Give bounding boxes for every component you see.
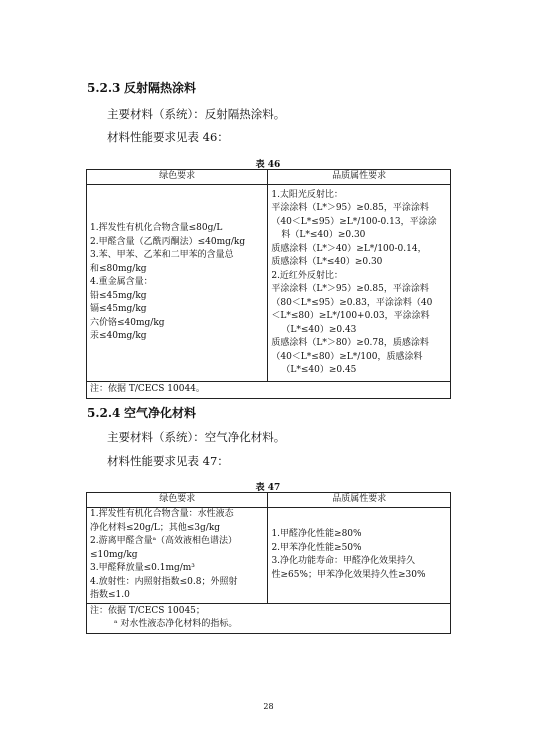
table-note bbox=[87, 603, 451, 633]
quality-line: （L*≤40）≥0.45 bbox=[281, 365, 357, 375]
green-line: 3.苯、甲苯、乙苯和二甲苯的含量总 bbox=[90, 250, 234, 261]
green-line: 净化材料≤20g/L；其他≤3g/kg bbox=[90, 522, 221, 533]
quality-line: 1.太阳光反射比： bbox=[271, 189, 343, 200]
green-line: ≤10mg/kg bbox=[90, 549, 138, 560]
green-line: 镉≤45mg/kg bbox=[90, 304, 147, 315]
column-header-quality: 品质属性要求 bbox=[268, 493, 451, 508]
quality-line: 料（L*≤40）≥0.30 bbox=[281, 230, 366, 240]
note-line: 注：依据 T/CECS 10045； bbox=[90, 605, 205, 616]
section-number: 5.2.4 bbox=[87, 406, 121, 420]
quality-line: （80＜L*≤95）≥0.83，平涂涂料（40 bbox=[271, 297, 433, 308]
table-note: 注：依据 T/CECS 10044。 bbox=[87, 382, 451, 399]
column-header-green: 绿色要求 bbox=[87, 493, 268, 508]
section-title: 空气净化材料 bbox=[124, 406, 197, 420]
section-number: 5.2.3 bbox=[87, 81, 121, 95]
requirement-reference-paragraph: 材料性能要求见表 46： bbox=[107, 130, 229, 144]
green-line: 3.甲醛释放量≤0.1mg/m³ bbox=[90, 563, 195, 573]
section-heading-5-2-4 bbox=[87, 404, 196, 421]
quality-line: 质感涂料（L*＞80）≥0.78，质感涂料 bbox=[271, 338, 429, 348]
main-material-paragraph: 主要材料（系统）：空气净化材料。 bbox=[107, 430, 286, 444]
quality-line: 平涂涂料（L*＞95）≥0.85，平涂涂料 bbox=[271, 203, 429, 213]
requirement-reference-paragraph: 材料性能要求见表 47： bbox=[107, 454, 229, 468]
column-header-quality: 品质属性要求 bbox=[268, 170, 451, 185]
quality-line: 2.近红外反射比： bbox=[271, 270, 343, 281]
quality-line: 1.甲醛净化性能≥80% bbox=[271, 529, 362, 540]
quality-requirements-cell bbox=[268, 508, 451, 604]
green-line: 汞≤40mg/kg bbox=[90, 331, 147, 342]
green-line: 铅≤45mg/kg bbox=[90, 290, 147, 301]
quality-line: 平涂涂料（L*＞95）≥0.85，平涂涂料 bbox=[271, 284, 429, 294]
table-46 bbox=[86, 169, 451, 399]
table-caption-47: 表 47 bbox=[255, 483, 281, 493]
section-heading-5-2-3 bbox=[87, 79, 196, 96]
green-line: 1.挥发性有机化合物含量≤80g/L bbox=[90, 223, 223, 234]
green-line: 六价铬≤40mg/kg bbox=[90, 317, 165, 328]
green-line: 2.游离甲醛含量ᵃ（高效液相色谱法） bbox=[90, 536, 238, 546]
green-line: 1.挥发性有机化合物含量：水性液态 bbox=[90, 509, 234, 519]
column-header-green: 绿色要求 bbox=[87, 170, 268, 185]
green-line: 和≤80mg/kg bbox=[90, 263, 147, 274]
green-line: 指数≤1.0 bbox=[90, 590, 130, 600]
green-line: 4.放射性：内照射指数≤0.8；外照射 bbox=[90, 576, 238, 587]
quality-requirements-cell bbox=[268, 185, 451, 382]
section-title: 反射隔热涂料 bbox=[124, 81, 197, 95]
quality-line: 3.净化功能寿命：甲醛净化效果持久 bbox=[271, 556, 416, 567]
green-requirements-cell bbox=[87, 185, 268, 382]
quality-line: （40＜L*≤80）≥L*/100，质感涂料 bbox=[271, 351, 423, 362]
quality-line: 质感涂料（L*≤40）≥0.30 bbox=[271, 257, 383, 267]
quality-line: ＜L*≤80）≥L*/100+0.03，平涂涂料 bbox=[271, 311, 430, 321]
quality-line: （L*≤40）≥0.43 bbox=[281, 324, 357, 335]
green-line: 4.重金属含量： bbox=[90, 277, 153, 288]
main-material-paragraph: 主要材料（系统）：反射隔热涂料。 bbox=[107, 107, 286, 121]
green-line: 2.甲醛含量（乙酰丙酮法）≤40mg/kg bbox=[90, 236, 246, 247]
table-47 bbox=[86, 492, 451, 634]
page-number: 28 bbox=[263, 702, 274, 711]
quality-line: （40＜L*≤95）≥L*/100-0.13，平涂涂 bbox=[271, 216, 437, 227]
table-caption-46: 表 46 bbox=[255, 160, 281, 170]
note-line: ᵃ 对水性液态净化材料的指标。 bbox=[114, 619, 238, 629]
quality-line: 质感涂料（L*＞40）≥L*/100-0.14， bbox=[271, 243, 427, 254]
green-requirements-cell bbox=[87, 508, 268, 604]
quality-line: 性≥65%；甲苯净化效果持久性≥30% bbox=[271, 569, 426, 580]
quality-line: 2.甲苯净化性能≥50% bbox=[271, 542, 362, 553]
